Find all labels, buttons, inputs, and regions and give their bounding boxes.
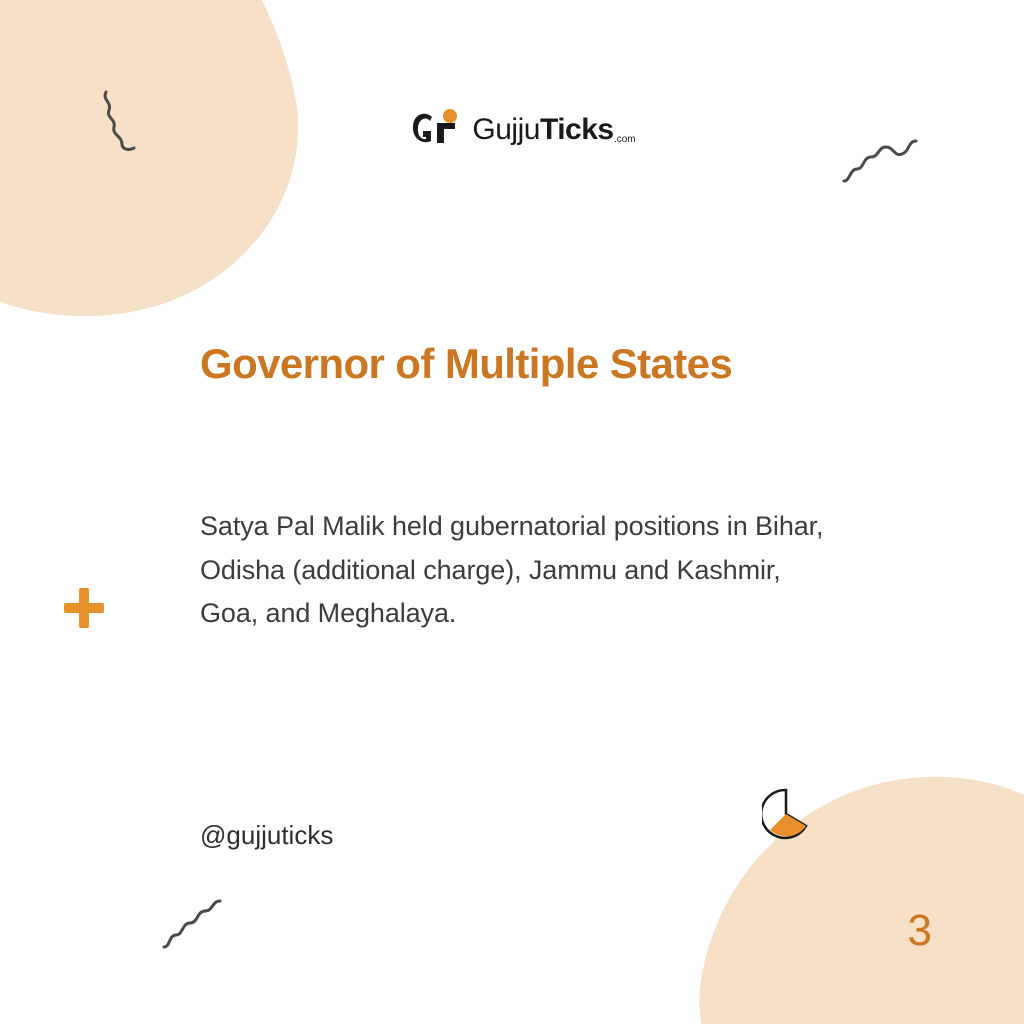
plus-icon [62,586,106,630]
brand-name-part1: Gujju [472,113,540,146]
brand-suffix: .com [613,134,636,145]
brand-name [472,113,636,147]
page-number: 3 [907,906,932,955]
squiggle-icon [160,893,234,960]
brand-logo [0,108,1024,152]
page-title: Governor of Multiple States [200,340,733,388]
pac-shape-icon [762,786,810,842]
gt-monogram-icon [410,108,462,152]
decorative-blob-top-left [0,0,332,361]
social-handle: @gujjuticks [200,820,334,850]
decorative-blob-bottom-right [678,746,1024,1024]
brand-name-part2: Ticks [539,113,614,146]
body-text: Satya Pal Malik held gubernatorial positions in Bihar, Odisha (additional charge), Jammu and Kashmir, Goa, and Meghalaya. [200,511,824,629]
